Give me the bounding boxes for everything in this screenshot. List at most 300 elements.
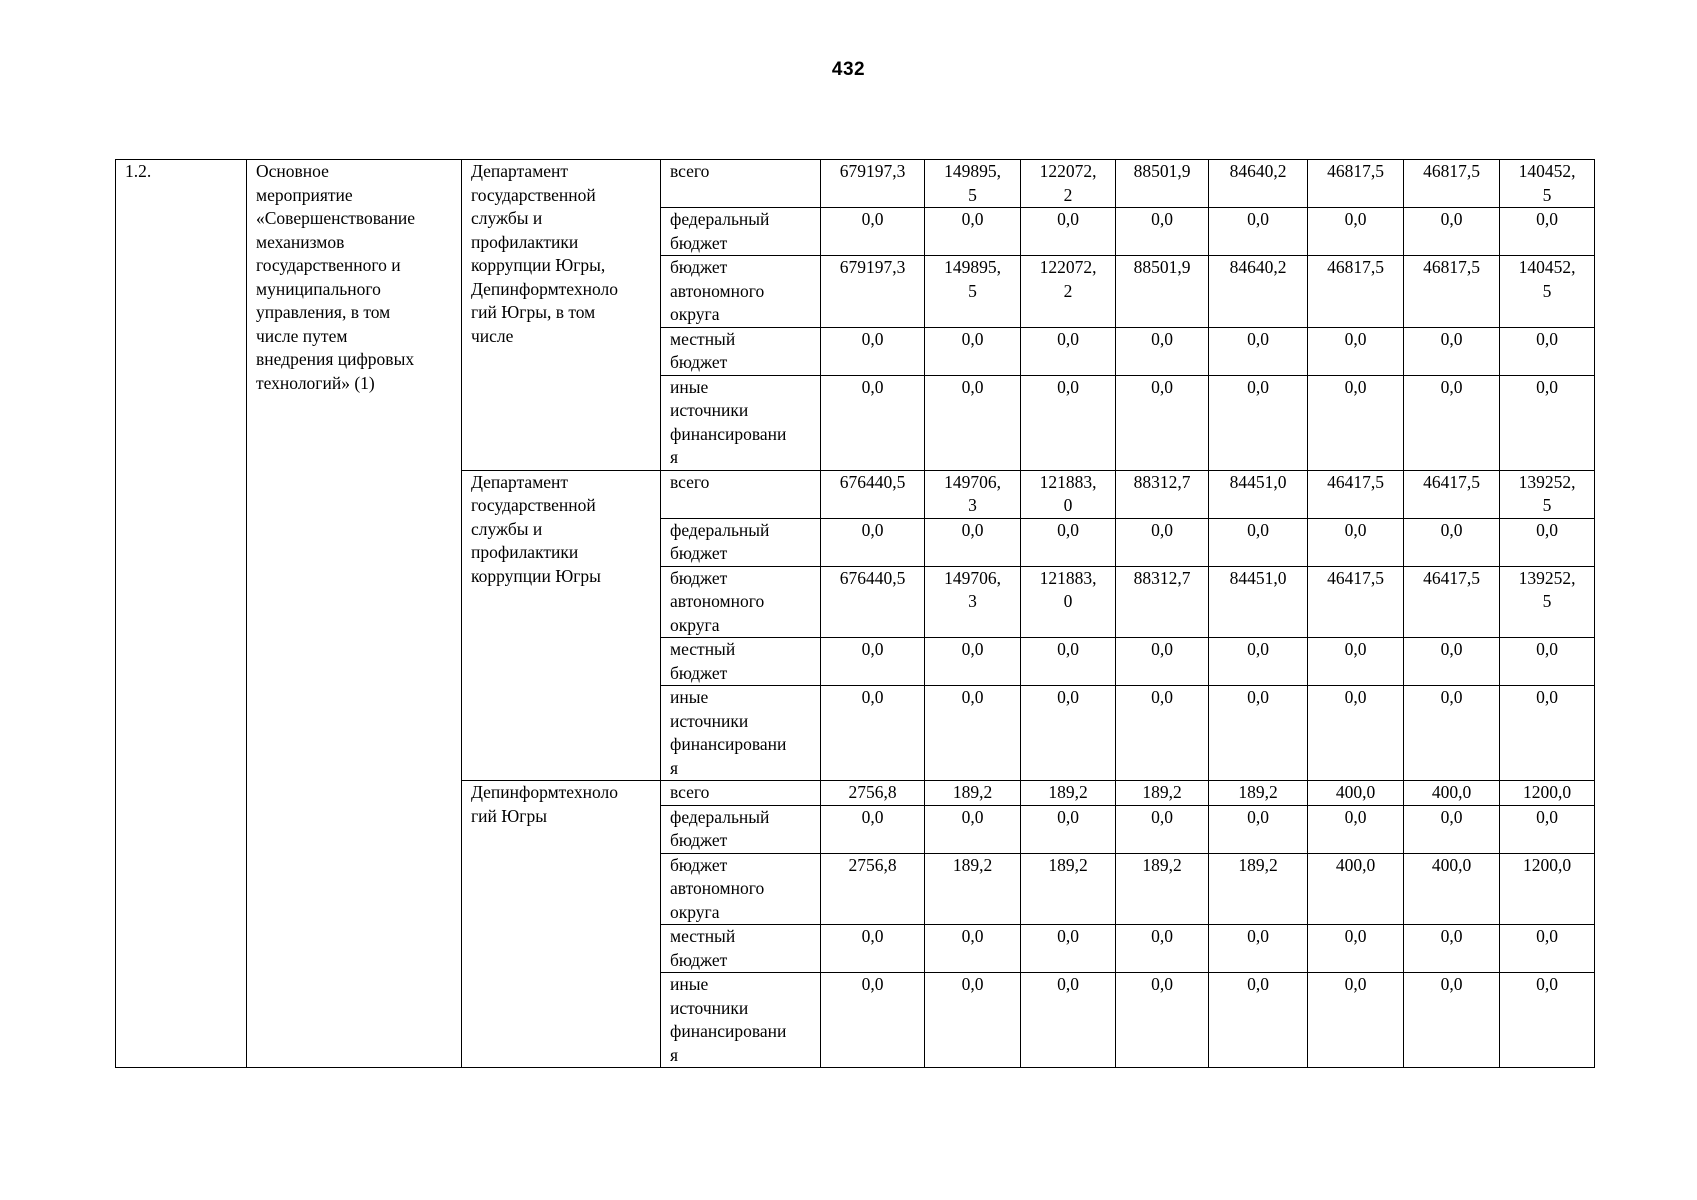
amount-line: 0,0 [1536, 687, 1558, 707]
funding-source-line: бюджет [670, 232, 728, 253]
amount-line: 0,0 [1536, 639, 1558, 659]
funding-source-line: финансировани [670, 423, 787, 444]
amount-cell [821, 256, 925, 328]
activity-name-line: механизмов [256, 231, 345, 252]
amount-line: 139252, [1518, 471, 1576, 492]
amount-cell [1404, 973, 1500, 1068]
amount-cell [925, 160, 1021, 208]
funding-source-line: всего [670, 782, 710, 802]
amount-line: 0,0 [861, 639, 884, 659]
amount-line: 149706, [944, 567, 1001, 588]
amount-cell [1209, 566, 1308, 638]
amount-line: 46817,5 [1423, 257, 1480, 277]
amount-line: 0 [1063, 591, 1073, 611]
funding-source-cell [661, 638, 821, 686]
funding-source-line: автономного [670, 280, 765, 301]
activity-name-line: технологий» (1) [256, 372, 375, 393]
funding-source-cell [661, 805, 821, 853]
amount-line: 0,0 [1440, 806, 1463, 827]
amount-cell [1021, 470, 1116, 518]
amount-line: 0,0 [1151, 806, 1173, 827]
funding-source-cell [661, 470, 821, 518]
funding-source-line: источники [670, 710, 749, 731]
funding-source-line: округа [670, 901, 720, 922]
amount-cell [1209, 781, 1308, 806]
amount-cell [925, 518, 1021, 566]
amount-line: 0,0 [961, 806, 984, 827]
funding-source-cell [661, 686, 821, 781]
table-body [116, 160, 1595, 1068]
amount-line: 0,0 [961, 376, 984, 397]
amount-cell [821, 638, 925, 686]
amount-cell [821, 375, 925, 470]
amount-cell [925, 973, 1021, 1068]
amount-line: 0,0 [1344, 376, 1367, 397]
amount-cell [1116, 256, 1209, 328]
amount-cell [1021, 566, 1116, 638]
amount-line: 0,0 [1151, 639, 1173, 659]
amount-cell [1404, 518, 1500, 566]
amount-cell [1404, 781, 1500, 806]
amount-cell [1209, 256, 1308, 328]
funding-source-line: я [670, 447, 679, 467]
amount-cell [925, 327, 1021, 375]
financing-table [115, 159, 1595, 1068]
amount-line: 0,0 [961, 926, 984, 946]
funding-source-line: источники [670, 997, 749, 1018]
amount-line: 46817,5 [1327, 161, 1384, 181]
amount-cell [925, 853, 1021, 925]
amount-line: 149895, [944, 257, 1001, 277]
amount-cell [821, 566, 925, 638]
amount-line: 0,0 [1344, 328, 1367, 349]
funding-source-line: всего [670, 471, 710, 492]
funding-source-line: округа [670, 304, 720, 324]
amount-line: 0,0 [1247, 639, 1269, 659]
amount-line: 0,0 [1057, 376, 1079, 397]
amount-cell [1209, 853, 1308, 925]
amount-line: 84640,2 [1229, 161, 1287, 181]
amount-cell [1021, 256, 1116, 328]
amount-cell [1116, 160, 1209, 208]
amount-cell [1404, 925, 1500, 973]
amount-line: 0,0 [1247, 519, 1269, 540]
amount-cell [1500, 686, 1595, 781]
amount-cell [1308, 208, 1404, 256]
amount-line: 0,0 [1536, 376, 1558, 397]
activity-name-line: «Совершенствование [256, 208, 416, 228]
amount-cell [1209, 973, 1308, 1068]
amount-cell [1500, 805, 1595, 853]
executor-line: Депинформтехноло [471, 278, 618, 299]
amount-cell [821, 686, 925, 781]
amount-cell [1404, 375, 1500, 470]
funding-source-line: я [670, 757, 679, 778]
amount-line: 0,0 [1536, 519, 1558, 540]
amount-line: 149895, [944, 161, 1001, 181]
funding-source-cell [661, 853, 821, 925]
amount-line: 5 [968, 280, 977, 301]
amount-cell [821, 925, 925, 973]
amount-line: 189,2 [1238, 854, 1278, 875]
amount-line: 46417,5 [1327, 567, 1384, 588]
funding-source-line: бюджет [670, 830, 728, 850]
funding-source-line: округа [670, 614, 720, 635]
amount-cell [1116, 518, 1209, 566]
funding-source-line: федеральный [670, 806, 770, 827]
funding-source-cell [661, 925, 821, 973]
funding-source-line: бюджет [670, 949, 728, 970]
amount-cell [1116, 805, 1209, 853]
amount-line: 0,0 [1151, 376, 1173, 397]
funding-source-line: иные [670, 687, 709, 707]
amount-cell [1404, 638, 1500, 686]
amount-cell [1308, 686, 1404, 781]
amount-line: 0,0 [961, 209, 984, 229]
amount-cell [1500, 973, 1595, 1068]
amount-line: 139252, [1518, 567, 1576, 588]
amount-line: 0,0 [1057, 806, 1079, 827]
amount-line: 0,0 [1057, 974, 1079, 994]
activity-name-cell [247, 160, 462, 1068]
amount-line: 0,0 [1536, 974, 1558, 994]
funding-source-line: местный [670, 639, 736, 659]
amount-line: 0,0 [1247, 328, 1269, 349]
amount-line: 2756,8 [848, 782, 897, 802]
executor-line: службы и [471, 518, 543, 539]
activity-name-line: муниципального [256, 278, 381, 299]
amount-line: 0,0 [1247, 376, 1269, 397]
amount-line: 0,0 [1344, 519, 1367, 540]
amount-line: 0,0 [1536, 328, 1558, 349]
amount-line: 2756,8 [848, 854, 897, 875]
executor-line: Департамент [471, 161, 569, 181]
amount-cell [1308, 781, 1404, 806]
amount-cell [821, 853, 925, 925]
amount-line: 0,0 [1440, 328, 1463, 349]
amount-line: 0,0 [1344, 209, 1367, 229]
amount-cell [1404, 208, 1500, 256]
amount-line: 0,0 [961, 639, 984, 659]
amount-line: 0,0 [961, 687, 984, 707]
amount-line: 189,2 [952, 782, 993, 802]
amount-line: 0,0 [1440, 519, 1463, 540]
amount-cell [1308, 566, 1404, 638]
amount-cell [925, 781, 1021, 806]
amount-cell [1308, 853, 1404, 925]
amount-cell [1021, 518, 1116, 566]
amount-line: 0,0 [1247, 806, 1269, 827]
activity-name-line: управления, в том [256, 302, 391, 322]
amount-cell [1500, 853, 1595, 925]
amount-cell [1404, 566, 1500, 638]
activity-name-line: Основное [256, 161, 329, 181]
amount-line: 0,0 [961, 974, 984, 994]
amount-cell [1500, 256, 1595, 328]
funding-source-line: финансировани [670, 1021, 787, 1041]
amount-line: 0,0 [1440, 687, 1463, 707]
amount-line: 5 [1542, 184, 1552, 205]
amount-cell [821, 805, 925, 853]
executor-line: Депинформтехноло [471, 782, 618, 802]
executor-cell [462, 781, 661, 1068]
amount-cell [1021, 160, 1116, 208]
amount-line: 0,0 [861, 209, 884, 229]
funding-source-cell [661, 160, 821, 208]
amount-line: 189,2 [1238, 782, 1278, 802]
amount-line: 0,0 [1344, 639, 1367, 659]
page-number: 432 [831, 59, 866, 80]
amount-cell [821, 208, 925, 256]
amount-line: 2 [1063, 184, 1073, 205]
amount-cell [1116, 853, 1209, 925]
amount-line: 0,0 [861, 519, 884, 540]
amount-line: 88312,7 [1133, 471, 1191, 492]
amount-line: 0,0 [1057, 639, 1079, 659]
funding-source-line: бюджет [670, 854, 728, 875]
funding-source-line: бюджет [670, 543, 728, 563]
amount-cell [1021, 925, 1116, 973]
amount-cell [1500, 160, 1595, 208]
amount-cell [1404, 853, 1500, 925]
funding-source-line: бюджет [670, 352, 728, 372]
amount-line: 0,0 [861, 687, 884, 707]
amount-line: 84451,0 [1229, 471, 1287, 492]
amount-line: 5 [1542, 280, 1552, 301]
amount-cell [1308, 256, 1404, 328]
amount-cell [925, 925, 1021, 973]
activity-name-line: числе путем [256, 325, 348, 346]
executor-cell [462, 470, 661, 781]
amount-line: 0,0 [1344, 926, 1367, 946]
amount-cell [1209, 160, 1308, 208]
amount-line: 0,0 [1247, 974, 1269, 994]
amount-line: 0,0 [861, 376, 884, 397]
amount-cell [821, 327, 925, 375]
funding-source-line: федеральный [670, 519, 770, 540]
executor-line: Департамент [471, 471, 569, 492]
funding-source-cell [661, 208, 821, 256]
amount-cell [1116, 470, 1209, 518]
amount-line: 5 [968, 184, 977, 205]
funding-source-line: местный [670, 328, 736, 349]
funding-source-line: финансировани [670, 734, 787, 754]
amount-cell [1021, 375, 1116, 470]
amount-cell [1404, 470, 1500, 518]
funding-source-cell [661, 973, 821, 1068]
amount-cell [1209, 638, 1308, 686]
executor-line: государственной [471, 184, 596, 205]
amount-line: 46817,5 [1327, 257, 1384, 277]
funding-source-line: автономного [670, 878, 765, 898]
amount-cell [1209, 518, 1308, 566]
funding-source-line: местный [670, 926, 736, 946]
amount-cell [1500, 566, 1595, 638]
amount-line: 88501,9 [1133, 257, 1191, 277]
amount-line: 679197,3 [839, 161, 906, 181]
amount-line: 0,0 [1151, 926, 1173, 946]
amount-cell [1116, 566, 1209, 638]
amount-cell [821, 518, 925, 566]
amount-line: 88501,9 [1133, 161, 1191, 181]
executor-line: профилактики [471, 231, 579, 252]
amount-line: 0,0 [1247, 926, 1269, 946]
amount-cell [1116, 686, 1209, 781]
executor-line: профилактики [471, 542, 579, 562]
amount-cell [1209, 375, 1308, 470]
amount-cell [1308, 638, 1404, 686]
amount-cell [1116, 375, 1209, 470]
amount-line: 400,0 [1335, 782, 1376, 802]
activity-name-line: мероприятие [256, 184, 353, 205]
amount-line: 0,0 [1536, 209, 1558, 229]
amount-line: 5 [1542, 591, 1552, 611]
amount-line: 400,0 [1335, 854, 1376, 875]
amount-cell [1500, 781, 1595, 806]
amount-line: 676440,5 [839, 567, 906, 588]
amount-line: 0,0 [1057, 687, 1079, 707]
amount-cell [925, 566, 1021, 638]
amount-line: 0,0 [1151, 519, 1173, 540]
amount-cell [925, 208, 1021, 256]
executor-line: коррупции Югры, [471, 255, 606, 275]
amount-line: 1200,0 [1522, 782, 1572, 802]
amount-cell [1308, 375, 1404, 470]
amount-line: 88312,7 [1133, 567, 1191, 588]
amount-line: 0,0 [1057, 926, 1079, 946]
executor-line: числе [471, 325, 514, 346]
amount-line: 0,0 [1344, 687, 1367, 707]
amount-line: 3 [968, 591, 977, 611]
amount-cell [821, 470, 925, 518]
amount-cell [1500, 638, 1595, 686]
amount-cell [1308, 805, 1404, 853]
amount-cell [1209, 925, 1308, 973]
amount-line: 0,0 [1151, 687, 1173, 707]
funding-source-line: бюджет [670, 257, 728, 277]
amount-cell [1308, 470, 1404, 518]
funding-source-cell [661, 256, 821, 328]
amount-cell [1404, 805, 1500, 853]
amount-cell [1500, 208, 1595, 256]
amount-cell [1021, 853, 1116, 925]
amount-cell [821, 781, 925, 806]
amount-cell [1308, 327, 1404, 375]
amount-line: 149706, [944, 471, 1001, 492]
funding-source-cell [661, 327, 821, 375]
amount-line: 140452, [1518, 257, 1576, 277]
amount-line: 5 [1542, 495, 1552, 515]
amount-cell [1116, 973, 1209, 1068]
amount-line: 121883, [1039, 567, 1097, 588]
executor-line: гий Югры [471, 805, 547, 826]
executor-line: государственной [471, 495, 596, 515]
executor-line: службы и [471, 208, 543, 228]
amount-cell [1021, 327, 1116, 375]
funding-source-cell [661, 375, 821, 470]
amount-cell [1021, 973, 1116, 1068]
amount-line: 0,0 [961, 328, 984, 349]
amount-line: 189,2 [1142, 782, 1182, 802]
amount-cell [821, 160, 925, 208]
amount-line: 0,0 [1536, 806, 1558, 827]
amount-line: 46417,5 [1327, 471, 1384, 492]
amount-cell [1308, 160, 1404, 208]
amount-cell [1116, 781, 1209, 806]
amount-cell [1404, 256, 1500, 328]
amount-cell [1308, 518, 1404, 566]
amount-line: 0,0 [861, 806, 884, 827]
amount-line: 140452, [1518, 161, 1576, 181]
amount-line: 0,0 [1247, 209, 1269, 229]
amount-cell [1021, 638, 1116, 686]
amount-line: 46417,5 [1423, 471, 1480, 492]
funding-source-line: федеральный [670, 209, 770, 229]
amount-line: 122072, [1039, 257, 1097, 277]
amount-line: 189,2 [1142, 854, 1182, 875]
amount-line: 0,0 [861, 974, 884, 994]
funding-source-line: источники [670, 400, 749, 420]
funding-source-line: бюджет [670, 567, 728, 588]
funding-source-line: бюджет [670, 662, 728, 683]
amount-cell [925, 686, 1021, 781]
amount-line: 46417,5 [1423, 567, 1480, 588]
amount-line: 0,0 [1440, 376, 1463, 397]
amount-line: 0,0 [1536, 926, 1558, 946]
funding-source-line: я [670, 1044, 679, 1065]
amount-cell [1500, 470, 1595, 518]
amount-line: 84451,0 [1229, 567, 1287, 588]
amount-line: 0,0 [1440, 926, 1463, 946]
amount-cell [1209, 470, 1308, 518]
amount-line: 400,0 [1431, 782, 1472, 802]
amount-cell [1500, 327, 1595, 375]
funding-source-line: иные [670, 974, 709, 994]
activity-name-line: государственного и [256, 255, 401, 275]
amount-line: 189,2 [1048, 854, 1088, 875]
amount-line: 0,0 [961, 519, 984, 540]
amount-line: 121883, [1039, 471, 1097, 492]
amount-line: 0,0 [1440, 209, 1463, 229]
amount-line: 400,0 [1431, 854, 1472, 875]
amount-line: 676440,5 [839, 471, 906, 492]
amount-cell [1209, 327, 1308, 375]
amount-line: 0,0 [1057, 519, 1079, 540]
funding-source-line: иные [670, 376, 709, 397]
amount-line: 0 [1063, 495, 1073, 515]
amount-line: 0,0 [1151, 328, 1173, 349]
amount-line: 0,0 [1057, 209, 1079, 229]
amount-line: 189,2 [1048, 782, 1088, 802]
amount-cell [1500, 925, 1595, 973]
amount-cell [1308, 973, 1404, 1068]
amount-cell [1116, 208, 1209, 256]
amount-line: 3 [968, 495, 977, 515]
amount-line: 84640,2 [1229, 257, 1287, 277]
amount-line: 0,0 [1247, 687, 1269, 707]
amount-cell [925, 470, 1021, 518]
table-row [116, 160, 1595, 208]
amount-cell [821, 973, 925, 1068]
executor-cell [462, 160, 661, 471]
amount-cell [1021, 805, 1116, 853]
amount-cell [925, 256, 1021, 328]
amount-cell [1308, 925, 1404, 973]
amount-line: 0,0 [1057, 328, 1079, 349]
row-id-cell: 1.2. [116, 160, 247, 1068]
amount-cell [925, 375, 1021, 470]
funding-source-cell [661, 518, 821, 566]
